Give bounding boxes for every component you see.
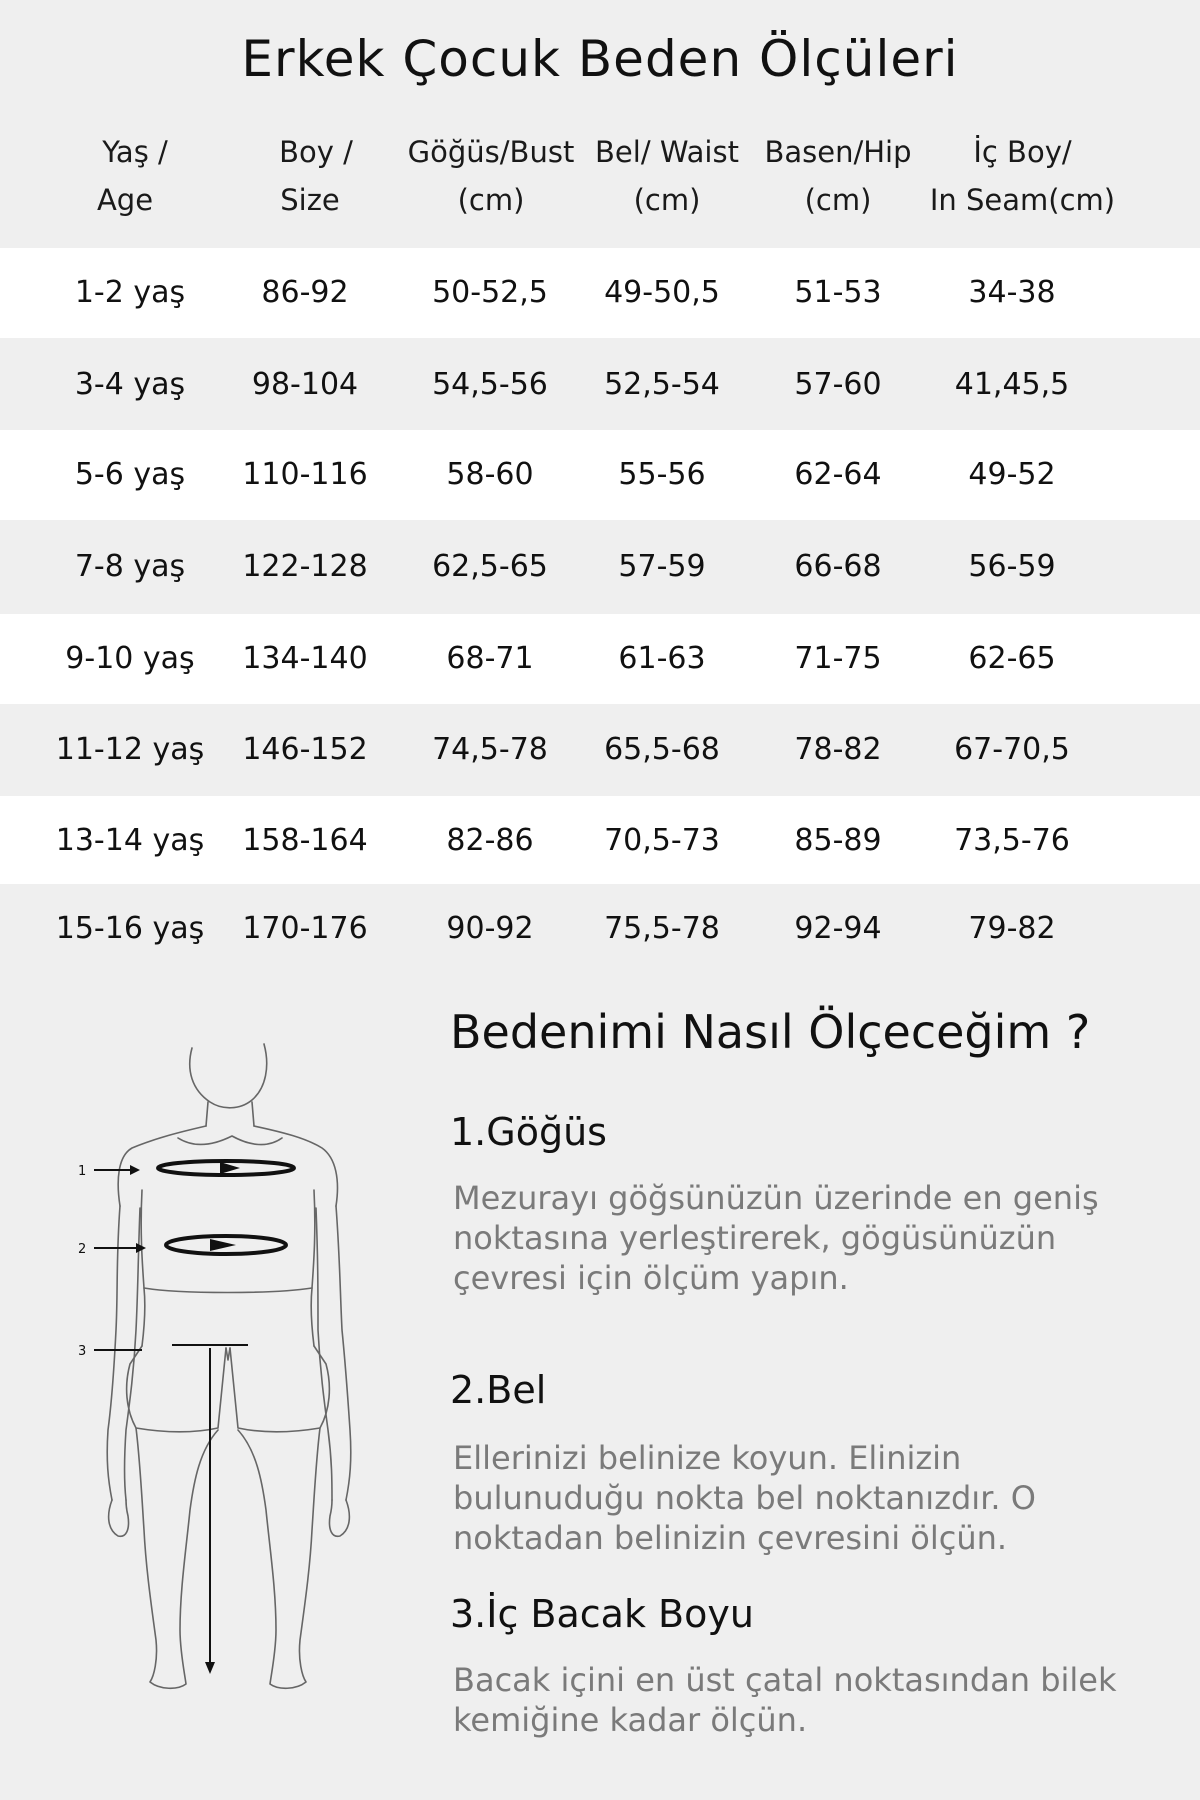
cell-hip: 57-60 bbox=[794, 367, 882, 402]
cell-age: 11-12 yaş bbox=[55, 732, 205, 767]
cell-size: 170-176 bbox=[242, 911, 368, 946]
cell-inseam: 62-65 bbox=[968, 641, 1056, 676]
cell-hip: 78-82 bbox=[794, 732, 882, 767]
header-hip bbox=[743, 128, 933, 224]
table-row bbox=[0, 340, 1200, 430]
cell-age: 3-4 yaş bbox=[74, 367, 186, 402]
table-row bbox=[0, 522, 1200, 612]
cell-inseam: 34-38 bbox=[968, 275, 1056, 310]
table-header bbox=[0, 128, 1200, 240]
cell-inseam: 41,45,5 bbox=[954, 367, 1070, 402]
cell-hip: 66-68 bbox=[794, 549, 882, 584]
body-measurement-figure bbox=[60, 1030, 380, 1700]
header-age-line1: Yaş / bbox=[102, 135, 168, 169]
cell-waist: 65,5-68 bbox=[604, 732, 720, 767]
table-row bbox=[0, 884, 1200, 974]
table-row bbox=[0, 614, 1200, 704]
cell-size: 86-92 bbox=[261, 275, 349, 310]
cell-size: 146-152 bbox=[242, 732, 368, 767]
cell-inseam: 67-70,5 bbox=[954, 732, 1070, 767]
cell-bust: 90-92 bbox=[446, 911, 534, 946]
section-inseam-text: Bacak içini en üst çatal noktasından bilek kemiğine kadar ölçün. bbox=[453, 1661, 1117, 1739]
table-row bbox=[0, 430, 1200, 520]
cell-age: 7-8 yaş bbox=[74, 549, 186, 584]
cell-inseam: 49-52 bbox=[968, 457, 1056, 492]
header-inseam-line1: İç Boy/ bbox=[973, 135, 1072, 169]
section-waist-heading: 2.Bel bbox=[450, 1368, 547, 1412]
figure-label-1: 1 bbox=[78, 1164, 87, 1179]
section-inseam-heading: 3.İç Bacak Boyu bbox=[450, 1592, 754, 1636]
cell-waist: 61-63 bbox=[618, 641, 706, 676]
cell-bust: 68-71 bbox=[446, 641, 534, 676]
header-hip-line1: Basen/Hip bbox=[764, 135, 912, 169]
cell-age: 5-6 yaş bbox=[74, 457, 186, 492]
cell-age: 15-16 yaş bbox=[55, 911, 205, 946]
measurement-guide-title: Bedenimi Nasıl Ölçeceğim ? bbox=[450, 1005, 1091, 1059]
header-inseam bbox=[915, 128, 1130, 224]
cell-hip: 62-64 bbox=[794, 457, 882, 492]
cell-hip: 85-89 bbox=[794, 823, 882, 858]
cell-hip: 51-53 bbox=[794, 275, 882, 310]
header-size-line1: Boy / bbox=[279, 135, 353, 169]
cell-bust: 50-52,5 bbox=[432, 275, 548, 310]
figure-label-3: 3 bbox=[78, 1344, 87, 1359]
cell-inseam: 56-59 bbox=[968, 549, 1056, 584]
cell-waist: 49-50,5 bbox=[604, 275, 720, 310]
cell-inseam: 73,5-76 bbox=[954, 823, 1070, 858]
header-size-line2: Size bbox=[280, 183, 340, 217]
cell-waist: 75,5-78 bbox=[604, 911, 720, 946]
cell-bust: 62,5-65 bbox=[432, 549, 548, 584]
header-inseam-line2: In Seam(cm) bbox=[929, 183, 1116, 217]
header-age-line2: Age bbox=[96, 183, 154, 217]
header-hip-line2: (cm) bbox=[804, 183, 872, 217]
header-size bbox=[215, 128, 405, 224]
header-bust-line1: Göğüs/Bust bbox=[407, 135, 575, 169]
cell-bust: 58-60 bbox=[446, 457, 534, 492]
header-waist-line1: Bel/ Waist bbox=[595, 135, 739, 169]
figure-label-2: 2 bbox=[78, 1242, 87, 1257]
cell-age: 9-10 yaş bbox=[65, 641, 195, 676]
cell-size: 134-140 bbox=[242, 641, 368, 676]
cell-waist: 55-56 bbox=[618, 457, 706, 492]
cell-size: 158-164 bbox=[242, 823, 368, 858]
table-row bbox=[0, 705, 1200, 795]
cell-bust: 54,5-56 bbox=[432, 367, 548, 402]
cell-bust: 82-86 bbox=[446, 823, 534, 858]
header-bust-line2: (cm) bbox=[457, 183, 525, 217]
section-waist-text: Ellerinizi belinize koyun. Elinizin bulunuduğu nokta bel noktanızdır. O noktadan belinizin çevresini ölçün. bbox=[453, 1439, 1036, 1557]
cell-size: 98-104 bbox=[251, 367, 359, 402]
cell-hip: 92-94 bbox=[794, 911, 882, 946]
table-row bbox=[0, 248, 1200, 338]
cell-waist: 57-59 bbox=[618, 549, 706, 584]
cell-bust: 74,5-78 bbox=[432, 732, 548, 767]
cell-age: 1-2 yaş bbox=[74, 275, 186, 310]
header-age bbox=[30, 128, 220, 224]
cell-waist: 52,5-54 bbox=[604, 367, 720, 402]
header-waist-line2: (cm) bbox=[633, 183, 701, 217]
cell-hip: 71-75 bbox=[794, 641, 882, 676]
cell-waist: 70,5-73 bbox=[604, 823, 720, 858]
cell-size: 110-116 bbox=[242, 457, 368, 492]
cell-inseam: 79-82 bbox=[968, 911, 1056, 946]
section-chest-heading: 1.Göğüs bbox=[450, 1110, 607, 1154]
cell-size: 122-128 bbox=[242, 549, 368, 584]
header-bust bbox=[396, 128, 586, 224]
cell-age: 13-14 yaş bbox=[55, 823, 205, 858]
table-row bbox=[0, 796, 1200, 886]
section-chest-text: Mezurayı göğsünüzün üzerinde en geniş noktasına yerleştirerek, gögüsünüzün çevresi için ölçüm yapın. bbox=[453, 1179, 1099, 1297]
header-waist bbox=[572, 128, 762, 224]
page-title: Erkek Çocuk Beden Ölçüleri bbox=[241, 30, 959, 88]
